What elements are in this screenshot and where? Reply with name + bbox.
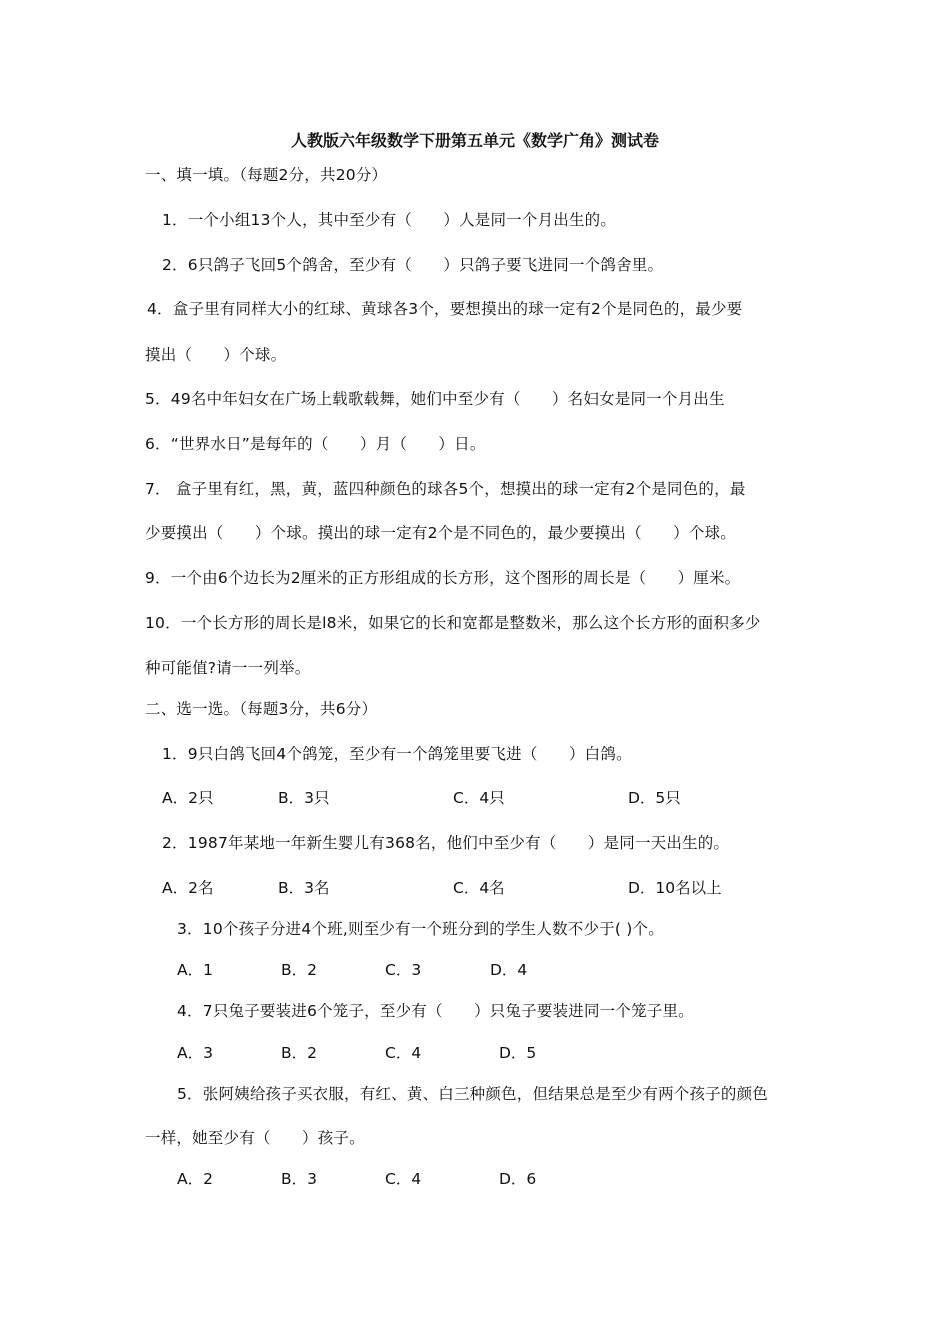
s2-question-5-line1: 5．张阿姨给孩子买衣服，有红、黄、白三种颜色，但结果总是至少有两个孩子的颜色 <box>177 1085 768 1103</box>
option-b: B．3只 <box>278 789 330 807</box>
s1-question-7-line2: 少要摸出（ ）个球。摸出的球一定有2个是不同色的，最少要摸出（ ）个球。 <box>145 524 736 542</box>
option-a: A．2 <box>177 1170 213 1188</box>
option-d: D．10名以上 <box>628 879 722 897</box>
option-d: D．5只 <box>628 789 681 807</box>
s2-question-3: 3．10个孩子分进4个班,则至少有一个班分到的学生人数不少于( )个。 <box>177 920 664 938</box>
s2-question-1-options <box>0 788 950 808</box>
s1-question-10-line2: 种可能值?请一一列举。 <box>145 659 311 677</box>
option-a: A．3 <box>177 1044 213 1062</box>
option-c: C．4名 <box>453 879 505 897</box>
document-title: 人教版六年级数学下册第五单元《数学广角》测试卷 <box>290 131 659 150</box>
option-d: D．5 <box>499 1044 537 1062</box>
s1-question-4-line2: 摸出（ ）个球。 <box>145 346 287 364</box>
option-a: A．2只 <box>162 789 214 807</box>
option-c: C．3 <box>385 961 422 979</box>
s2-question-4: 4．7只兔子要装进6个笼子，至少有（ ）只兔子要装进同一个笼子里。 <box>177 1002 694 1020</box>
option-a: A．2名 <box>162 879 214 897</box>
s2-question-1: 1．9只白鸽飞回4个鸽笼，至少有一个鸽笼里要飞进（ ）白鸽。 <box>162 745 632 763</box>
option-a: A．1 <box>177 961 213 979</box>
s1-question-9: 9．一个由6个边长为2厘米的正方形组成的长方形，这个图形的周长是（ ）厘米。 <box>145 569 741 587</box>
option-b: B．2 <box>281 961 317 979</box>
s1-question-6: 6．“世界水日”是每年的（ ）月（ ）日。 <box>145 435 486 453</box>
s1-question-2: 2．6只鸽子飞回5个鸽舍，至少有（ ）只鸽子要飞进同一个鸽舍里。 <box>162 256 664 274</box>
option-d: D．6 <box>499 1170 537 1188</box>
section2-heading: 二、选一选。（每题3分，共6分） <box>145 700 378 718</box>
option-b: B．3 <box>281 1170 317 1188</box>
option-b: B．3名 <box>278 879 330 897</box>
s2-question-5-options <box>0 1169 950 1189</box>
s2-question-2-options <box>0 878 950 898</box>
s1-question-7-line1: 7． 盒子里有红，黑，黄，蓝四种颜色的球各5个，想摸出的球一定有2个是同色的，最 <box>145 480 746 498</box>
s2-question-2: 2．1987年某地一年新生婴儿有368名，他们中至少有（ ）是同一天出生的。 <box>162 834 730 852</box>
s1-question-4-line1: 4．盒子里有同样大小的红球、黄球各3个，要想摸出的球一定有2个是同色的，最少要 <box>147 300 743 318</box>
option-d: D．4 <box>490 961 528 979</box>
s2-question-4-options <box>0 1043 950 1063</box>
option-c: C．4 <box>385 1044 422 1062</box>
s2-question-5-line2: 一样，她至少有（ ）孩子。 <box>145 1129 365 1147</box>
s2-question-3-options <box>0 960 950 980</box>
s1-question-5: 5．49名中年妇女在广场上载歌载舞，她们中至少有（ ）名妇女是同一个月出生 <box>145 390 725 408</box>
option-b: B．2 <box>281 1044 317 1062</box>
option-c: C．4 <box>385 1170 422 1188</box>
section1-heading: 一、填一填。（每题2分，共20分） <box>145 166 388 184</box>
s1-question-10-line1: 10．一个长方形的周长是l8米，如果它的长和宽都是整数米，那么这个长方形的面积多少 <box>145 614 761 632</box>
s1-question-1: 1．一个小组13个人，其中至少有（ ）人是同一个月出生的。 <box>162 211 617 229</box>
option-c: C．4只 <box>453 789 505 807</box>
